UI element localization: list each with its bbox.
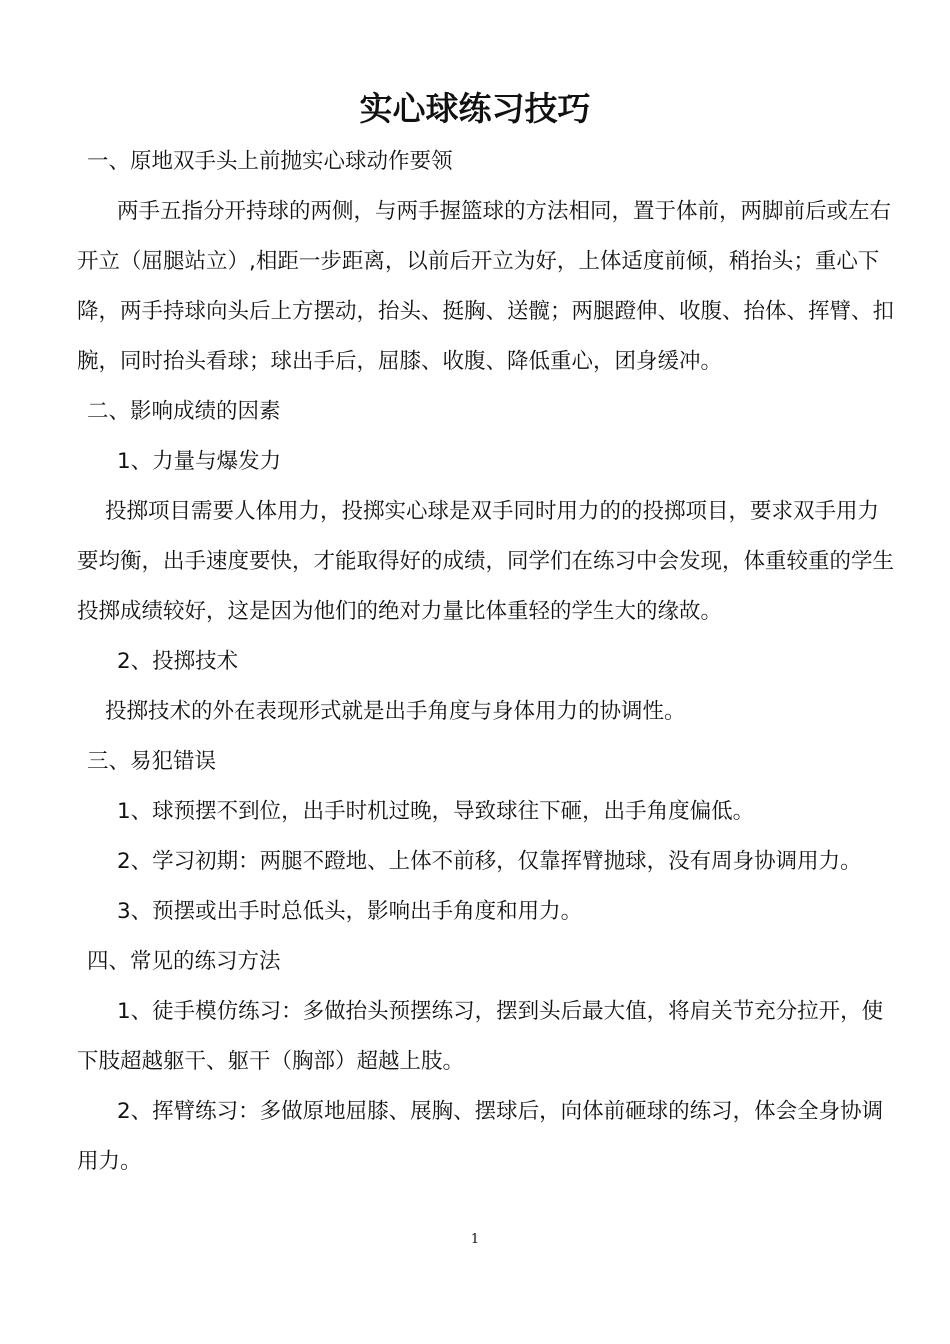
page-title: 实心球练习技巧: [359, 89, 591, 128]
list-item: 3、预摆或出手时总低头，影响出手角度和用力。: [117, 899, 583, 924]
section-heading: 二、影响成绩的因素: [87, 399, 281, 424]
section-heading: 三、易犯错误: [87, 749, 217, 774]
section-paragraph: 两手五指分开持球的两侧，与两手握篮球的方法相同，置于体前，两脚前后或左右开立（屈腿站立）,相距一步距离，以前后开立为好，上体适度前倾，稍抬头；重心下降，两手持球向头后上方摆动，抬头、挺胸、送髋；两腿蹬伸、收腹、抬体、挥臂、扣腕，同时抬头看球；球出手后，屈膝、收腹、降低重心，团身缓冲。: [77, 199, 895, 374]
subsection-paragraph: 投掷项目需要人体用力，投掷实心球是双手同时用力的的投掷项目，要求双手用力要均衡，出手速度要快，才能取得好的成绩，同学们在练习中会发现，体重较重的学生投掷成绩较好，这是因为他们的绝对力量比体重轻的学生大的缘故。: [77, 499, 895, 624]
document-body: [77, 137, 897, 1187]
section-heading: 一、原地双手头上前抛实心球动作要领: [87, 149, 453, 174]
list-item: 2、挥臂练习：多做原地屈膝、展胸、摆球后，向体前砸球的练习，体会全身协调用力。: [77, 1099, 884, 1174]
subsection-paragraph: 投掷技术的外在表现形式就是出手角度与身体用力的协调性。: [105, 699, 686, 724]
list-item: 1、徒手模仿练习：多做抬头预摆练习，摆到头后最大值，将肩关节充分拉开，使下肢超越躯干、躯干（胸部）超越上肢。: [77, 999, 884, 1074]
subsection-title: 1、力量与爆发力: [117, 449, 282, 474]
list-item: 2、学习初期：两腿不蹬地、上体不前移，仅靠挥臂抛球，没有周身协调用力。: [117, 849, 862, 874]
list-item: 1、球预摆不到位，出手时机过晚，导致球往下砸，出手角度偏低。: [117, 799, 755, 824]
subsection-title: 2、投掷技术: [117, 649, 239, 674]
section-heading: 四、常见的练习方法: [87, 949, 281, 974]
page-number: 1: [470, 1232, 480, 1247]
